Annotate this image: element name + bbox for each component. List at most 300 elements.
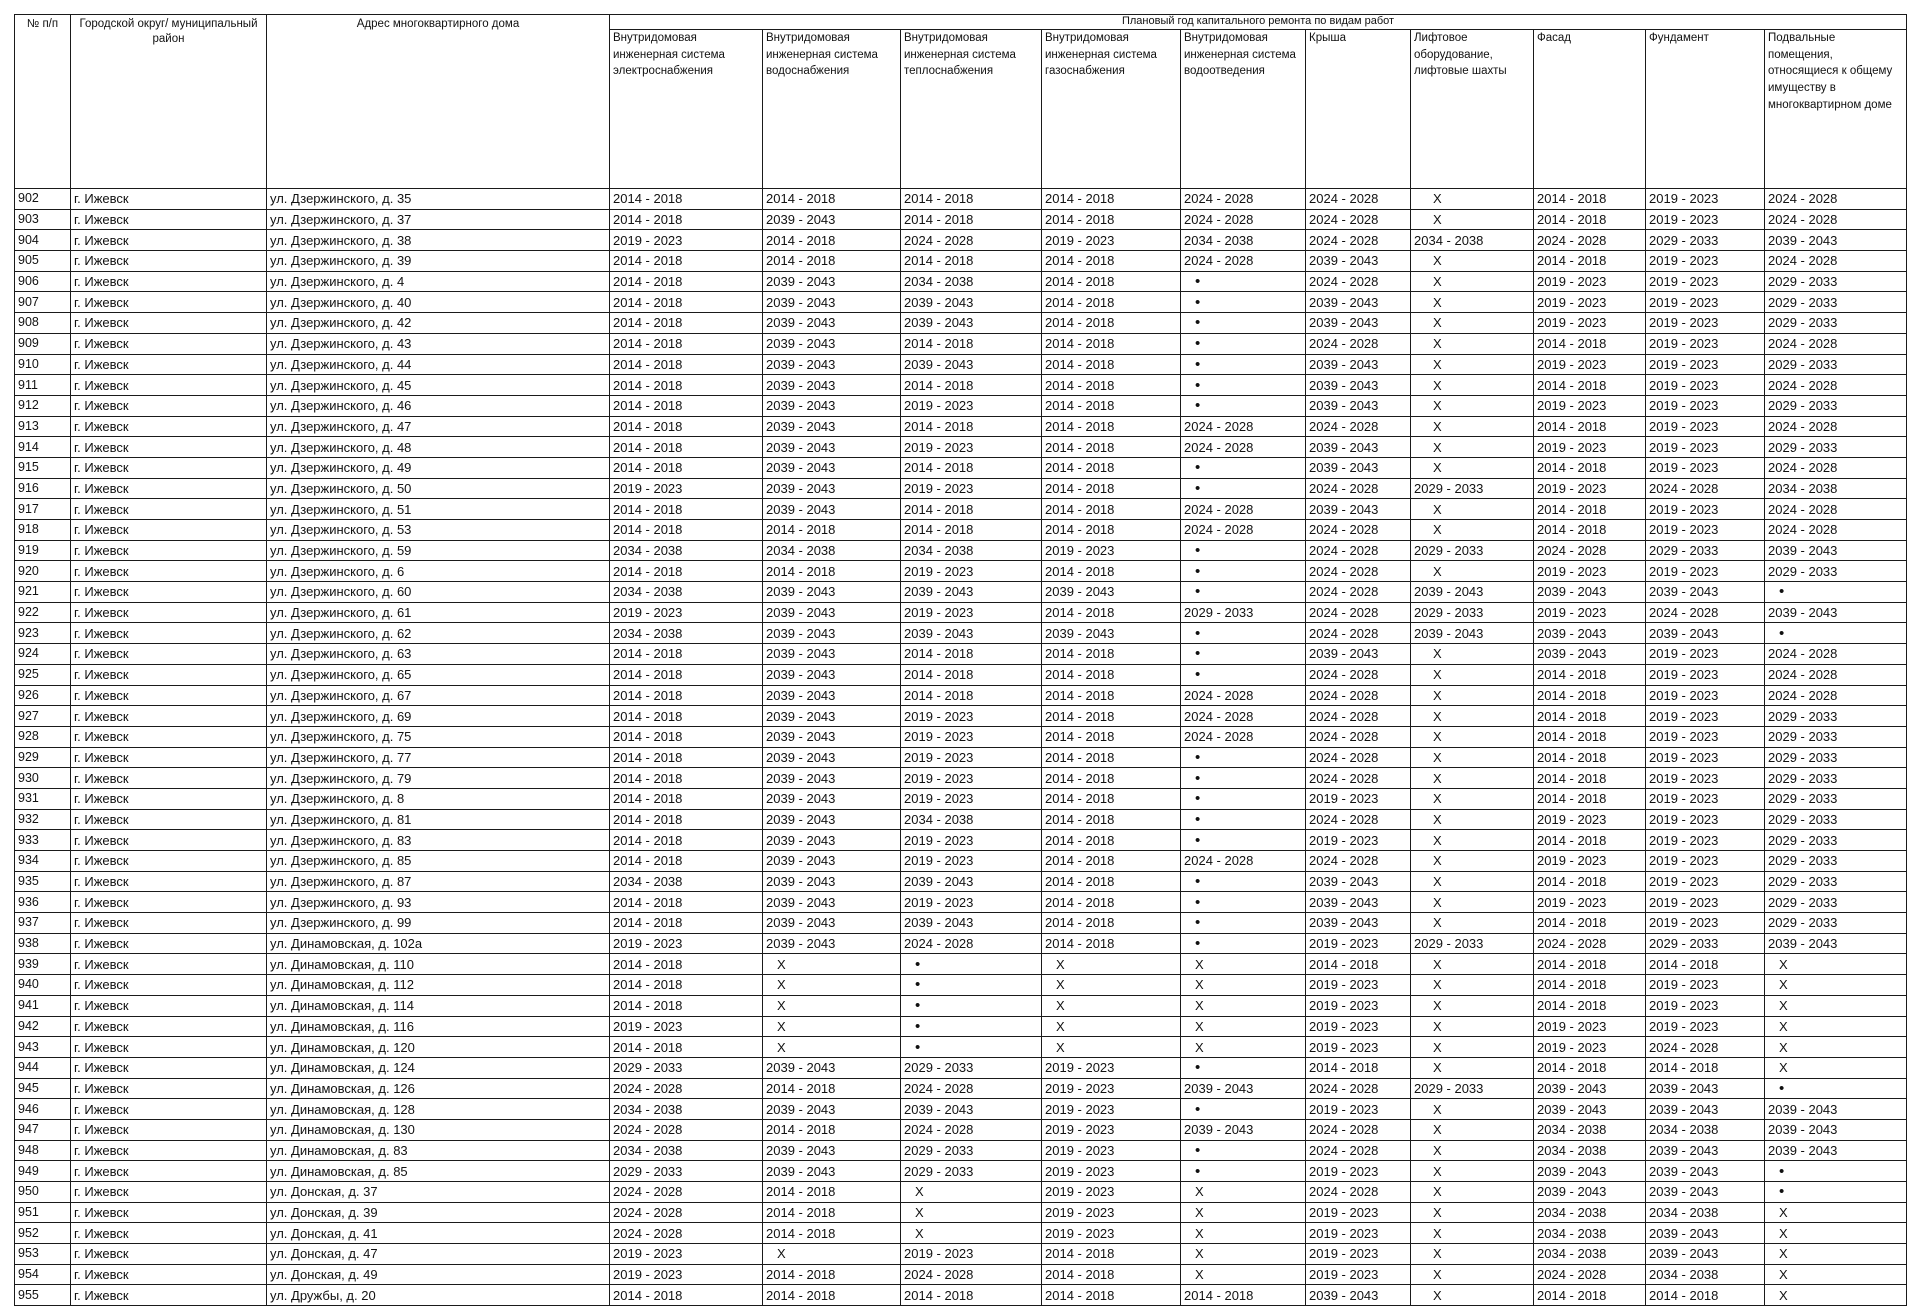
row-year-cell: 2029 - 2033 [1765,788,1907,809]
row-year-cell: 2039 - 2043 [1306,437,1411,458]
row-year-cell: 2024 - 2028 [901,933,1042,954]
row-city: г. Ижевск [71,271,267,292]
row-year-cell: X [1765,954,1907,975]
row-year-cell: 2019 - 2023 [1534,892,1646,913]
table-row [15,1244,1907,1265]
row-year-cell: X [1411,1140,1534,1161]
row-year-cell: 2014 - 2018 [1042,457,1181,478]
row-year-cell: X [1411,313,1534,334]
row-year-cell: X [1411,292,1534,313]
row-number: 946 [15,1099,71,1120]
row-year-cell: 2019 - 2023 [1646,851,1765,872]
row-year-cell: 2024 - 2028 [901,230,1042,251]
row-year-cell: 2024 - 2028 [1306,623,1411,644]
row-city: г. Ижевск [71,540,267,561]
row-address: ул. Дзержинского, д. 37 [267,209,610,230]
row-year-cell: 2029 - 2033 [1765,768,1907,789]
row-year-cell: 2039 - 2043 [1646,1078,1765,1099]
row-year-cell: 2014 - 2018 [610,313,763,334]
row-city: г. Ижевск [71,644,267,665]
row-year-cell: 2014 - 2018 [1042,499,1181,520]
row-city: г. Ижевск [71,664,267,685]
row-year-cell: 2014 - 2018 [901,251,1042,272]
table-row [15,809,1907,830]
row-year-cell: 2014 - 2018 [1534,189,1646,210]
row-year-cell: 2024 - 2028 [1306,706,1411,727]
row-address: ул. Динамовская, д. 130 [267,1119,610,1140]
row-year-cell: • [1181,892,1306,913]
row-year-cell: 2029 - 2033 [1765,913,1907,934]
row-year-cell: 2039 - 2043 [1646,1099,1765,1120]
row-year-cell: 2014 - 2018 [1042,664,1181,685]
row-year-cell: 2024 - 2028 [1306,1182,1411,1203]
row-number: 955 [15,1285,71,1306]
table-row [15,540,1907,561]
row-year-cell: 2019 - 2023 [901,830,1042,851]
row-year-cell: 2014 - 2018 [1534,706,1646,727]
row-year-cell: 2034 - 2038 [610,623,763,644]
row-year-cell: X [1411,1099,1534,1120]
row-year-cell: 2039 - 2043 [1765,602,1907,623]
row-year-cell: 2039 - 2043 [1181,1078,1306,1099]
row-year-cell: 2019 - 2023 [901,437,1042,458]
row-city: г. Ижевск [71,189,267,210]
row-year-cell: 2039 - 2043 [763,313,901,334]
row-year-cell: • [1181,1099,1306,1120]
row-year-cell: 2019 - 2023 [1042,1078,1181,1099]
row-year-cell: X [1411,1119,1534,1140]
row-address: ул. Дзержинского, д. 43 [267,333,610,354]
row-year-cell: 2039 - 2043 [763,871,901,892]
row-year-cell: 2019 - 2023 [901,851,1042,872]
row-year-cell: X [1411,1285,1534,1306]
row-year-cell: 2034 - 2038 [1534,1223,1646,1244]
table-row [15,1285,1907,1306]
row-year-cell: 2014 - 2018 [1042,644,1181,665]
row-number: 941 [15,995,71,1016]
row-year-cell: 2039 - 2043 [901,292,1042,313]
table-row [15,664,1907,685]
row-year-cell: 2024 - 2028 [610,1223,763,1244]
row-year-cell: 2019 - 2023 [1646,726,1765,747]
row-number: 920 [15,561,71,582]
row-year-cell: 2039 - 2043 [1306,457,1411,478]
row-year-cell: 2029 - 2033 [1411,478,1534,499]
row-year-cell: 2014 - 2018 [610,354,763,375]
table-row [15,1037,1907,1058]
row-year-cell: 2024 - 2028 [1306,561,1411,582]
row-year-cell: 2014 - 2018 [1534,457,1646,478]
table-row [15,1078,1907,1099]
table-row [15,1182,1907,1203]
row-year-cell: 2039 - 2043 [1646,1140,1765,1161]
row-year-cell: 2024 - 2028 [901,1119,1042,1140]
row-year-cell: • [1181,809,1306,830]
row-year-cell: 2019 - 2023 [1042,1057,1181,1078]
row-city: г. Ижевск [71,457,267,478]
row-year-cell: 2024 - 2028 [1765,333,1907,354]
row-year-cell: 2019 - 2023 [1534,478,1646,499]
row-year-cell: 2014 - 2018 [1534,1057,1646,1078]
row-year-cell: 2014 - 2018 [1534,251,1646,272]
row-year-cell: 2014 - 2018 [1042,292,1181,313]
table-body [15,189,1907,1306]
row-year-cell: 2024 - 2028 [1306,333,1411,354]
row-year-cell: 2014 - 2018 [610,561,763,582]
row-year-cell: 2039 - 2043 [763,747,901,768]
table-row [15,1140,1907,1161]
row-year-cell: 2024 - 2028 [1306,582,1411,603]
table-row [15,706,1907,727]
row-year-cell: 2014 - 2018 [610,788,763,809]
row-number: 936 [15,892,71,913]
row-city: г. Ижевск [71,416,267,437]
row-address: ул. Дзержинского, д. 59 [267,540,610,561]
row-year-cell: 2039 - 2043 [763,788,901,809]
row-address: ул. Дзержинского, д. 75 [267,726,610,747]
row-year-cell: 2039 - 2043 [1534,1099,1646,1120]
row-year-cell: 2019 - 2023 [1646,913,1765,934]
row-year-cell: 2034 - 2038 [1646,1202,1765,1223]
row-year-cell: 2014 - 2018 [1042,685,1181,706]
row-year-cell: X [1181,975,1306,996]
row-city: г. Ижевск [71,995,267,1016]
row-city: г. Ижевск [71,768,267,789]
row-number: 918 [15,520,71,541]
row-year-cell: 2039 - 2043 [1306,354,1411,375]
row-year-cell: 2029 - 2033 [1765,871,1907,892]
row-year-cell: X [1411,561,1534,582]
row-address: ул. Динамовская, д. 85 [267,1161,610,1182]
row-year-cell: X [1411,788,1534,809]
row-year-cell: 2019 - 2023 [901,892,1042,913]
row-year-cell: X [1411,189,1534,210]
table-row [15,1264,1907,1285]
row-address: ул. Донская, д. 49 [267,1264,610,1285]
row-year-cell: 2024 - 2028 [1181,499,1306,520]
row-year-cell: X [763,954,901,975]
row-year-cell: 2019 - 2023 [1646,499,1765,520]
row-address: ул. Дзержинского, д. 99 [267,913,610,934]
header-work-drainage: Внутридомовая инженерная система водоотведения [1181,30,1306,189]
row-city: г. Ижевск [71,913,267,934]
row-city: г. Ижевск [71,685,267,706]
row-year-cell: 2019 - 2023 [610,1244,763,1265]
row-year-cell: X [1042,954,1181,975]
row-year-cell: 2019 - 2023 [1534,395,1646,416]
row-year-cell: 2014 - 2018 [1534,830,1646,851]
row-year-cell: 2034 - 2038 [1534,1140,1646,1161]
row-year-cell: • [1765,1078,1907,1099]
row-address: ул. Дзержинского, д. 42 [267,313,610,334]
row-year-cell: 2014 - 2018 [1042,706,1181,727]
row-year-cell: 2039 - 2043 [763,892,901,913]
row-year-cell: 2029 - 2033 [1765,851,1907,872]
table-row [15,1223,1907,1244]
row-year-cell: 2019 - 2023 [1042,540,1181,561]
table-row [15,747,1907,768]
row-city: г. Ижевск [71,747,267,768]
row-year-cell: 2019 - 2023 [901,726,1042,747]
row-year-cell: 2014 - 2018 [1042,809,1181,830]
row-year-cell: 2019 - 2023 [1534,313,1646,334]
row-year-cell: X [1411,809,1534,830]
row-city: г. Ижевск [71,478,267,499]
row-year-cell: 2014 - 2018 [763,1119,901,1140]
row-year-cell: 2024 - 2028 [1181,685,1306,706]
row-year-cell: 2039 - 2043 [763,1140,901,1161]
row-year-cell: 2039 - 2043 [1306,395,1411,416]
row-year-cell: 2014 - 2018 [763,520,901,541]
row-year-cell: • [1181,313,1306,334]
header-work-basement: Подвальные помещения, относящиеся к общему имуществу в многоквартирном доме [1765,30,1907,189]
row-city: г. Ижевск [71,209,267,230]
row-city: г. Ижевск [71,871,267,892]
row-number: 923 [15,623,71,644]
row-year-cell: • [1181,457,1306,478]
row-year-cell: X [763,1244,901,1265]
row-year-cell: 2014 - 2018 [610,209,763,230]
row-year-cell: • [1181,1057,1306,1078]
row-city: г. Ижевск [71,354,267,375]
row-year-cell: X [1411,416,1534,437]
row-year-cell: 2014 - 2018 [1534,664,1646,685]
row-year-cell: 2039 - 2043 [763,623,901,644]
row-year-cell: 2014 - 2018 [610,768,763,789]
row-year-cell: X [1765,975,1907,996]
row-number: 942 [15,1016,71,1037]
row-year-cell: • [1181,623,1306,644]
row-year-cell: 2014 - 2018 [1646,1057,1765,1078]
row-year-cell: 2024 - 2028 [1765,457,1907,478]
row-year-cell: 2014 - 2018 [1042,354,1181,375]
row-year-cell: 2034 - 2038 [1646,1264,1765,1285]
header-work-facade: Фасад [1534,30,1646,189]
row-year-cell: 2039 - 2043 [1765,540,1907,561]
row-year-cell: X [1042,995,1181,1016]
table-row [15,1016,1907,1037]
row-address: ул. Дзержинского, д. 40 [267,292,610,313]
row-address: ул. Дзержинского, д. 63 [267,644,610,665]
row-number: 903 [15,209,71,230]
row-year-cell: 2039 - 2043 [763,644,901,665]
row-year-cell: 2019 - 2023 [901,788,1042,809]
row-year-cell: X [1411,830,1534,851]
row-year-cell: 2039 - 2043 [901,623,1042,644]
row-city: г. Ижевск [71,1285,267,1306]
row-year-cell: X [901,1223,1042,1244]
row-year-cell: 2029 - 2033 [1765,892,1907,913]
row-year-cell: 2014 - 2018 [610,251,763,272]
row-year-cell: X [1411,1244,1534,1265]
row-year-cell: X [1411,975,1534,996]
row-year-cell: X [1411,520,1534,541]
row-year-cell: 2014 - 2018 [1534,726,1646,747]
row-year-cell: • [901,995,1042,1016]
row-year-cell: 2024 - 2028 [1765,644,1907,665]
row-year-cell: 2024 - 2028 [610,1078,763,1099]
row-year-cell: • [1181,582,1306,603]
row-year-cell: • [1181,913,1306,934]
row-address: ул. Дзержинского, д. 51 [267,499,610,520]
row-year-cell: • [1181,333,1306,354]
row-address: ул. Дзержинского, д. 53 [267,520,610,541]
row-year-cell: 2029 - 2033 [1181,602,1306,623]
row-year-cell: 2029 - 2033 [1765,354,1907,375]
row-year-cell: 2039 - 2043 [901,313,1042,334]
row-year-cell: 2014 - 2018 [1042,271,1181,292]
row-year-cell: 2039 - 2043 [763,271,901,292]
table-row [15,499,1907,520]
row-city: г. Ижевск [71,933,267,954]
row-year-cell: 2039 - 2043 [1306,375,1411,396]
row-year-cell: 2039 - 2043 [1042,582,1181,603]
row-year-cell: 2019 - 2023 [1534,354,1646,375]
row-year-cell: • [1181,664,1306,685]
row-year-cell: 2024 - 2028 [1181,189,1306,210]
row-year-cell: X [763,995,901,1016]
row-number: 929 [15,747,71,768]
row-year-cell: 2019 - 2023 [610,1016,763,1037]
row-year-cell: 2039 - 2043 [763,209,901,230]
row-year-cell: • [1181,561,1306,582]
table-row [15,933,1907,954]
row-year-cell: 2014 - 2018 [610,726,763,747]
row-year-cell: 2029 - 2033 [1646,540,1765,561]
row-year-cell: 2014 - 2018 [763,189,901,210]
row-year-cell: X [1411,871,1534,892]
row-address: ул. Динамовская, д. 83 [267,1140,610,1161]
row-year-cell: 2039 - 2043 [763,913,901,934]
row-address: ул. Дзержинского, д. 69 [267,706,610,727]
table-row [15,1099,1907,1120]
row-year-cell: 2019 - 2023 [1534,437,1646,458]
table-row [15,644,1907,665]
row-year-cell: 2024 - 2028 [1306,230,1411,251]
row-year-cell: 2014 - 2018 [1534,788,1646,809]
row-year-cell: 2019 - 2023 [610,602,763,623]
row-year-cell: 2024 - 2028 [1181,209,1306,230]
row-year-cell: 2019 - 2023 [1306,995,1411,1016]
row-year-cell: 2024 - 2028 [1306,1078,1411,1099]
row-city: г. Ижевск [71,1119,267,1140]
row-address: ул. Дружбы, д. 20 [267,1285,610,1306]
row-year-cell: 2019 - 2023 [1306,1161,1411,1182]
table-row [15,375,1907,396]
repair-schedule-table [14,14,1907,1306]
row-city: г. Ижевск [71,230,267,251]
row-year-cell: • [1765,582,1907,603]
row-year-cell: 2019 - 2023 [1306,1037,1411,1058]
row-year-cell: • [901,954,1042,975]
row-year-cell: 2039 - 2043 [1411,623,1534,644]
row-year-cell: X [1411,1016,1534,1037]
row-year-cell: 2019 - 2023 [1646,871,1765,892]
row-year-cell: 2014 - 2018 [1042,209,1181,230]
row-year-cell: 2019 - 2023 [1534,809,1646,830]
row-number: 927 [15,706,71,727]
row-year-cell: 2039 - 2043 [1306,251,1411,272]
row-year-cell: 2024 - 2028 [1306,851,1411,872]
row-year-cell: 2014 - 2018 [763,1223,901,1244]
row-year-cell: 2019 - 2023 [901,768,1042,789]
row-year-cell: X [1411,1223,1534,1244]
header-group-title: Плановый год капитального ремонта по видам работ [610,15,1907,30]
row-year-cell: 2019 - 2023 [1042,1099,1181,1120]
row-year-cell: 2039 - 2043 [1534,582,1646,603]
row-year-cell: 2014 - 2018 [1042,1244,1181,1265]
row-year-cell: 2039 - 2043 [1646,582,1765,603]
row-year-cell: • [1181,478,1306,499]
row-year-cell: 2014 - 2018 [901,1285,1042,1306]
row-year-cell: 2014 - 2018 [901,375,1042,396]
row-year-cell: 2014 - 2018 [610,499,763,520]
row-year-cell: 2019 - 2023 [901,1244,1042,1265]
row-year-cell: 2014 - 2018 [610,1285,763,1306]
row-year-cell: 2039 - 2043 [763,830,901,851]
row-year-cell: 2019 - 2023 [1646,313,1765,334]
row-number: 908 [15,313,71,334]
row-year-cell: 2039 - 2043 [1646,1161,1765,1182]
row-year-cell: 2024 - 2028 [1534,230,1646,251]
row-year-cell: 2039 - 2043 [1646,623,1765,644]
table-row [15,292,1907,313]
row-year-cell: 2039 - 2043 [901,582,1042,603]
row-year-cell: X [1411,437,1534,458]
row-number: 925 [15,664,71,685]
row-year-cell: 2014 - 2018 [610,189,763,210]
row-number: 916 [15,478,71,499]
row-year-cell: X [763,1037,901,1058]
header-address: Адрес многоквартирного дома [267,15,610,189]
row-address: ул. Донская, д. 47 [267,1244,610,1265]
row-year-cell: 2014 - 2018 [901,189,1042,210]
row-year-cell: 2019 - 2023 [901,478,1042,499]
row-year-cell: X [1411,706,1534,727]
row-year-cell: 2019 - 2023 [901,395,1042,416]
row-year-cell: X [1765,1202,1907,1223]
row-year-cell: 2014 - 2018 [610,685,763,706]
row-year-cell: • [1181,292,1306,313]
row-year-cell: 2014 - 2018 [610,416,763,437]
row-year-cell: X [1411,644,1534,665]
row-year-cell: 2039 - 2043 [901,354,1042,375]
row-year-cell: 2019 - 2023 [1646,788,1765,809]
header-work-foundation: Фундамент [1646,30,1765,189]
row-year-cell: 2014 - 2018 [610,851,763,872]
row-year-cell: 2019 - 2023 [1042,230,1181,251]
row-year-cell: • [1181,1161,1306,1182]
header-work-water-supply: Внутридомовая инженерная система водоснабжения [763,30,901,189]
table-row [15,582,1907,603]
row-address: ул. Дзержинского, д. 4 [267,271,610,292]
row-year-cell: 2014 - 2018 [610,395,763,416]
row-address: ул. Дзержинского, д. 35 [267,189,610,210]
row-year-cell: 2014 - 2018 [1042,768,1181,789]
row-year-cell: 2039 - 2043 [763,933,901,954]
row-year-cell: • [1181,830,1306,851]
row-year-cell: 2014 - 2018 [763,230,901,251]
row-year-cell: X [1411,1202,1534,1223]
row-city: г. Ижевск [71,499,267,520]
header-work-electricity: Внутридомовая инженерная система электроснабжения [610,30,763,189]
row-year-cell: 2039 - 2043 [1411,582,1534,603]
row-number: 943 [15,1037,71,1058]
row-number: 931 [15,788,71,809]
row-year-cell: 2019 - 2023 [610,230,763,251]
row-year-cell: 2039 - 2043 [1534,1182,1646,1203]
table-row [15,954,1907,975]
